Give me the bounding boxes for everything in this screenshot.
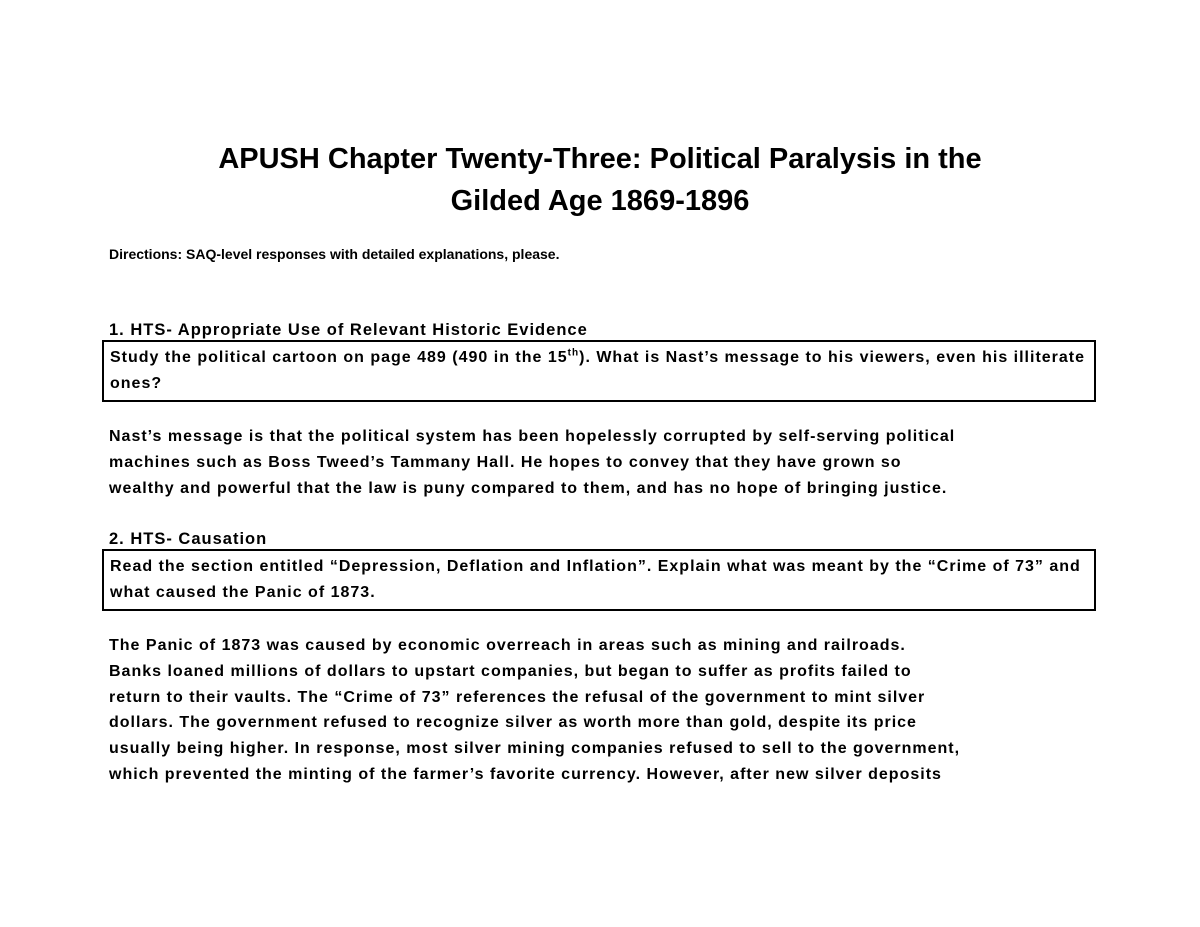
question-2-heading: 2. HTS- Causation: [109, 530, 268, 548]
question-1-heading: 1. HTS- Appropriate Use of Relevant Historic Evidence: [109, 321, 588, 339]
directions-text: Directions: SAQ-level responses with detailed explanations, please.: [109, 246, 560, 262]
question-1-prompt-part-1: Study the political cartoon on page 489 (490 in the 15: [110, 349, 568, 366]
answer-2-line: dollars. The government refused to recognize silver as worth more than gold, despite its price: [109, 714, 917, 732]
question-1-prompt-box: [102, 340, 1096, 402]
answer-2-line: The Panic of 1873 was caused by economic overreach in areas such as mining and railroads.: [109, 637, 906, 654]
title-line-1: APUSH Chapter Twenty-Three: Political Paralysis in the: [218, 143, 982, 175]
answer-2-line: return to their vaults. The “Crime of 73” references the refusal of the government to mint silver: [109, 688, 926, 706]
question-1-answer: [109, 424, 1099, 501]
answer-1-line: Nast’s message is that the political system has been hopelessly corrupted by self-serving political: [109, 428, 956, 445]
question-2-answer: [109, 633, 1099, 788]
answer-1-line: machines such as Boss Tweed’s Tammany Hall. He hopes to convey that they have grown so: [109, 453, 902, 471]
question-2-prompt-box: Read the section entitled “Depression, Deflation and Inflation”. Explain what was meant by the “Crime of 73” and what caused the Panic of 1873.: [102, 549, 1096, 611]
title-line-2: Gilded Age 1869-1896: [450, 185, 750, 217]
answer-2-line: usually being higher. In response, most silver mining companies refused to sell to the government,: [109, 740, 961, 758]
answer-1-line: wealthy and powerful that the law is puny compared to them, and has no hope of bringing justice.: [109, 479, 948, 497]
question-1-prompt-superscript: th: [567, 347, 580, 359]
answer-2-line: which prevented the minting of the farmer’s favorite currency. However, after new silver deposits: [109, 765, 942, 783]
answer-2-line: Banks loaned millions of dollars to upstart companies, but began to suffer as profits failed to: [109, 662, 912, 680]
question-1-prompt-part-2: ). What is Nast’s message to his viewers, even his illiterate ones?: [110, 349, 1086, 392]
page-title: [100, 138, 1100, 222]
